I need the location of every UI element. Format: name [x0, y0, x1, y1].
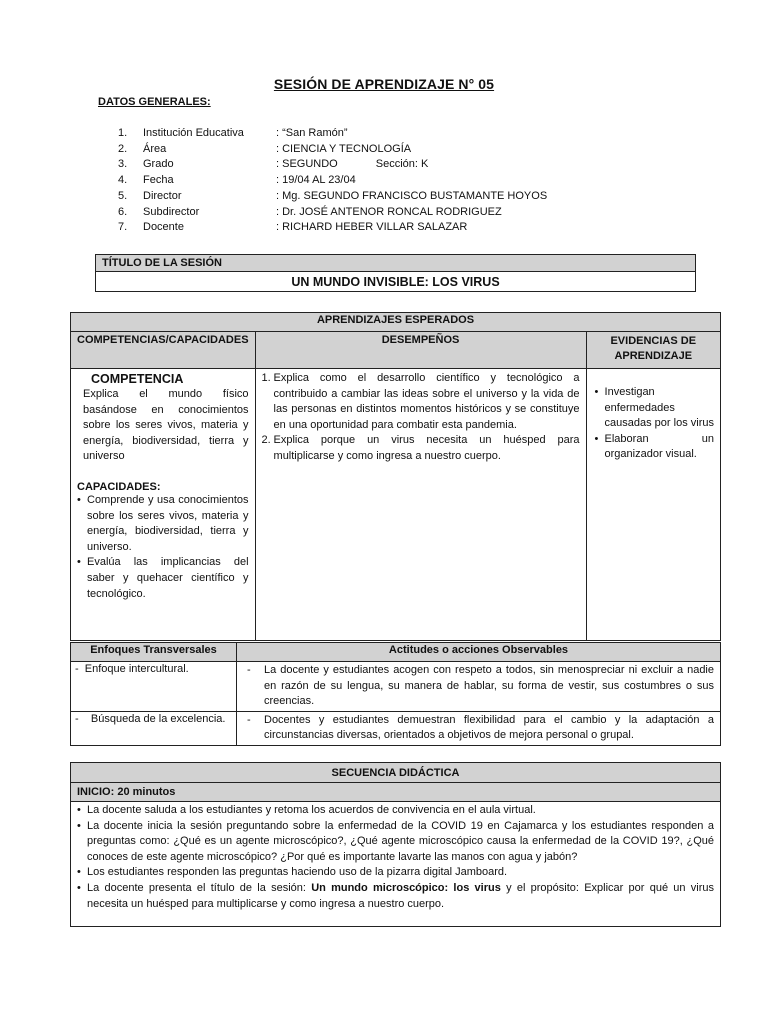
- enfoque-cell: - Enfoque intercultural.: [71, 662, 237, 712]
- evidencias-cell: [586, 369, 720, 641]
- gen-value: : CIENCIA Y TECNOLOGÍA: [276, 142, 412, 155]
- enfoque-text: Búsqueda de la excelencia.: [90, 712, 226, 725]
- enfoque-cell: - Búsqueda de la excelencia.: [71, 711, 237, 745]
- inicio-content: [71, 802, 721, 927]
- competencia-text: Explica el mundo físico basándose en conocimientos sobre los seres vivos, materia y energía, biodiversidad, tierra y universo: [83, 388, 249, 463]
- gen-num: 5.: [118, 189, 128, 202]
- datos-generales-list: [118, 126, 547, 236]
- gen-num: 3.: [118, 158, 128, 171]
- actitud-item: - Docentes y estudiantes demuestran flexibilidad para el cambio y la adaptación a circunstancias diversas, orientados a objetivos de mejora personal o grupal.: [247, 713, 714, 742]
- col-desempenos: DESEMPEÑOS: [255, 332, 586, 369]
- col-enfoques: Enfoques Transversales: [71, 643, 237, 662]
- titulo-sesion-table: [95, 254, 696, 292]
- gen-row-area: [118, 142, 547, 158]
- desempeno-item: [262, 433, 580, 464]
- titulo-sesion-label: TÍTULO DE LA SESIÓN: [96, 255, 696, 272]
- gen-label: Subdirector: [143, 205, 200, 218]
- desempeno-text: Explica porque un virus necesita un huésped para multiplicarse y como ingresa a nuestro cuerpo.: [273, 434, 580, 462]
- gen-row-grado: [118, 157, 547, 173]
- gen-num: 6.: [118, 205, 128, 218]
- secuencia-item: • La docente inicia la sesión preguntando sobre la enfermedad de la COVID 19 en Cajamarca y los estudiantes responden a preguntas como: ¿Qué es un agente microscópico?, ¿Qué agente microscópico causa la enfermedad de la COVID 19?, ¿Qué conoces de este agente microscópico? ¿Por qué es importante lavarte las manos con agua y jabón?: [77, 819, 714, 866]
- actitud-text: La docente y estudiantes acogen con respeto a todos, sin menospreciar ni excluir a nadie en razón de su lengua, su manera de hablar, su forma de vestir, sus costumbres o sus creencias.: [264, 664, 714, 708]
- enfoque-text: Enfoque intercultural.: [84, 663, 189, 675]
- competencias-cell: [71, 369, 256, 641]
- evidencia-item: • Elaboran un organizador visual.: [595, 432, 714, 463]
- competencia-title: COMPETENCIA: [91, 372, 184, 386]
- gen-label: Área: [143, 142, 167, 155]
- gen-value: : Dr. JOSÉ ANTENOR RONCAL RODRIGUEZ: [276, 205, 502, 218]
- col-competencias: COMPETENCIAS/CAPACIDADES: [71, 332, 256, 369]
- gen-row-director: [118, 189, 547, 205]
- gen-label: Docente: [143, 221, 184, 234]
- gen-num: 4.: [118, 174, 128, 187]
- gen-num: 2.: [118, 142, 128, 155]
- aprendizajes-header: APRENDIZAJES ESPERADOS: [71, 313, 721, 332]
- desempeno-number: 1.: [261, 372, 271, 384]
- secuencia-item-pre: La docente presenta el título de la sesión:: [87, 881, 312, 894]
- actitud-cell: [237, 662, 721, 712]
- secuencia-item-post: y el propósito: Explicar por qué un virus necesita un huésped para multiplicarse y como ingresa a nuestro cuerpo.: [87, 881, 714, 910]
- secuencia-header: SECUENCIA DIDÁCTICA: [71, 763, 721, 783]
- gen-num: 7.: [118, 221, 128, 234]
- gen-row-fecha: [118, 173, 547, 189]
- gen-value: : Mg. SEGUNDO FRANCISCO BUSTAMANTE HOYOS: [276, 189, 548, 202]
- gen-num: 1.: [118, 127, 128, 139]
- gen-label: Institución Educativa: [143, 127, 244, 139]
- secuencia-item: • La docente saluda a los estudiantes y retoma los acuerdos de convivencia en el aula virtual.: [77, 803, 714, 819]
- capacidad-item: • Evalúa las implicancias del saber y quehacer científico y tecnológico.: [77, 555, 249, 602]
- capacidades-title: CAPACIDADES:: [77, 480, 161, 493]
- gen-label: Director: [143, 189, 182, 202]
- gen-row-subdirector: [118, 205, 547, 221]
- datos-generales-heading: DATOS GENERALES:: [98, 96, 211, 108]
- aprendizajes-table: [70, 312, 721, 641]
- actitud-item: - La docente y estudiantes acogen con respeto a todos, sin menospreciar ni excluir a nadie en razón de su lengua, su manera de hablar, su forma de vestir, sus costumbres o sus creencias.: [247, 664, 714, 708]
- actitud-cell: [237, 711, 721, 745]
- gen-label: Grado: [143, 158, 174, 171]
- gen-value: : 19/04 AL 23/04: [276, 174, 356, 187]
- gen-label: Fecha: [143, 174, 174, 187]
- gen-row-docente: [118, 220, 547, 236]
- seccion-value: Sección: K: [375, 158, 429, 171]
- desempeno-item: [262, 371, 580, 433]
- col-evidencias: EVIDENCIAS DE APRENDIZAJE: [586, 332, 720, 369]
- enfoques-table: [70, 642, 721, 746]
- desempenos-cell: [255, 369, 586, 641]
- gen-row-institucion: [118, 126, 547, 142]
- desempeno-number: 2.: [261, 434, 271, 447]
- secuencia-table: [70, 762, 721, 927]
- document-title: SESIÓN DE APRENDIZAJE N° 05: [273, 76, 495, 92]
- evidencia-item: • Investigan enfermedades causadas por los virus: [595, 385, 714, 432]
- actitud-text: Docentes y estudiantes demuestran flexibilidad para el cambio y la adaptación a circunstancias diversas, orientados a objetivos de mejora personal o grupal.: [264, 713, 714, 742]
- inicio-label: INICIO: 20 minutos: [71, 783, 721, 802]
- desempeno-text: Explica como el desarrollo científico y tecnológico a contribuido a cambiar las ideas sobre el universo y la vida de las personas en distintos momentos históricos y se constituye en una oportunidad para combatir esta pandemia.: [273, 372, 580, 431]
- col-actitudes: Actitudes o acciones Observables: [237, 643, 721, 662]
- secuencia-item: • Los estudiantes responden las preguntas haciendo uso de la pizarra digital Jamboard.: [77, 865, 714, 881]
- gen-value: : SEGUNDO: [276, 158, 338, 171]
- gen-value: : RICHARD HEBER VILLAR SALAZAR: [276, 221, 468, 234]
- capacidad-item: • Comprende y usa conocimientos sobre los seres vivos, materia y energía, biodiversidad, tierra y universo.: [77, 493, 249, 555]
- gen-value: : “San Ramón”: [276, 127, 348, 139]
- session-title-bold: Un mundo microscópico: los virus: [311, 881, 501, 894]
- secuencia-item: [77, 881, 714, 912]
- titulo-sesion-value: UN MUNDO INVISIBLE: LOS VIRUS: [96, 272, 696, 292]
